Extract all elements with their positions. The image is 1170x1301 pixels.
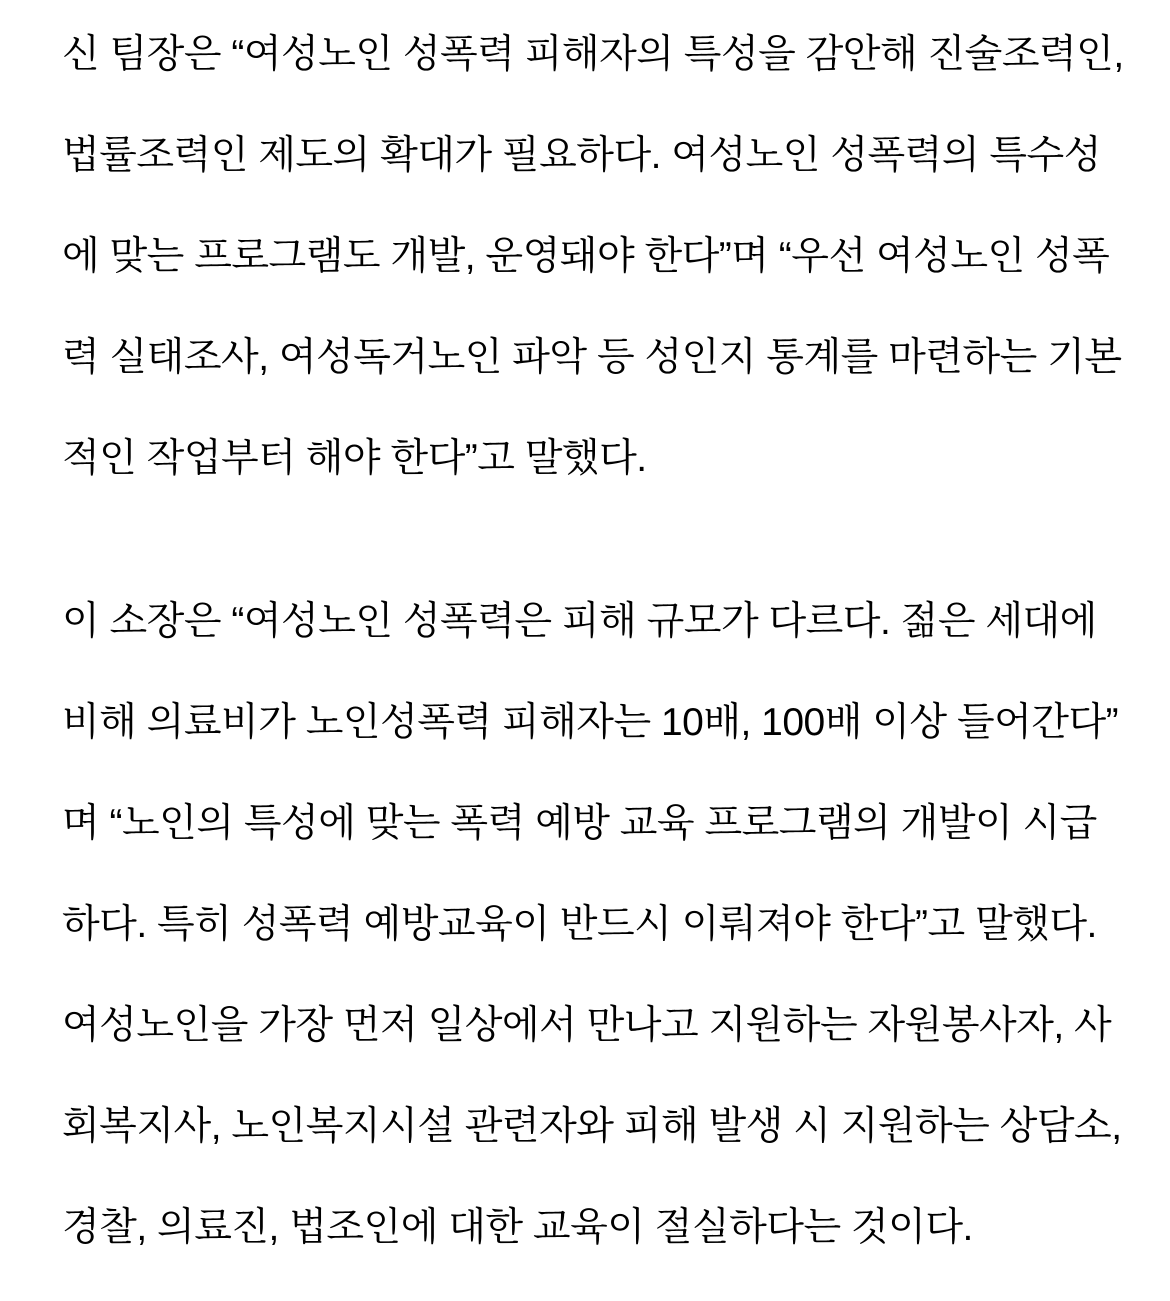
article-line: 이 소장은 “여성노인 성폭력은 피해 규모가 다르다. 젊은 세대에 xyxy=(62,600,1097,643)
article-line: 며 “노인의 특성에 맞는 폭력 예방 교육 프로그램의 개발이 시급 xyxy=(62,802,1097,845)
article-line: 적인 작업부터 해야 한다”고 말했다. xyxy=(62,437,647,480)
article-line: 하다. 특히 성폭력 예방교육이 반드시 이뤄져야 한다”고 말했다. xyxy=(62,903,1097,946)
paragraph-1 xyxy=(62,4,1124,509)
article-line: 회복지사, 노인복지시설 관련자와 피해 발생 시 지원하는 상담소, xyxy=(62,1105,1122,1148)
article-line: 경찰, 의료진, 법조인에 대한 교육이 절실하다는 것이다. xyxy=(62,1206,973,1249)
article-line: 에 맞는 프로그램도 개발, 운영돼야 한다”며 “우선 여성노인 성폭 xyxy=(62,235,1110,278)
article-line: 법률조력인 제도의 확대가 필요하다. 여성노인 성폭력의 특수성 xyxy=(62,134,1101,177)
article-line: 신 팀장은 “여성노인 성폭력 피해자의 특성을 감안해 진술조력인, xyxy=(62,33,1124,76)
article-line: 력 실태조사, 여성독거노인 파악 등 성인지 통계를 마련하는 기본 xyxy=(62,336,1122,379)
paragraph-2 xyxy=(62,571,1122,1278)
article-line: 비해 의료비가 노인성폭력 피해자는 10배, 100배 이상 들어간다” xyxy=(62,701,1119,744)
article-line: 여성노인을 가장 먼저 일상에서 만나고 지원하는 자원봉사자, 사 xyxy=(62,1004,1112,1047)
